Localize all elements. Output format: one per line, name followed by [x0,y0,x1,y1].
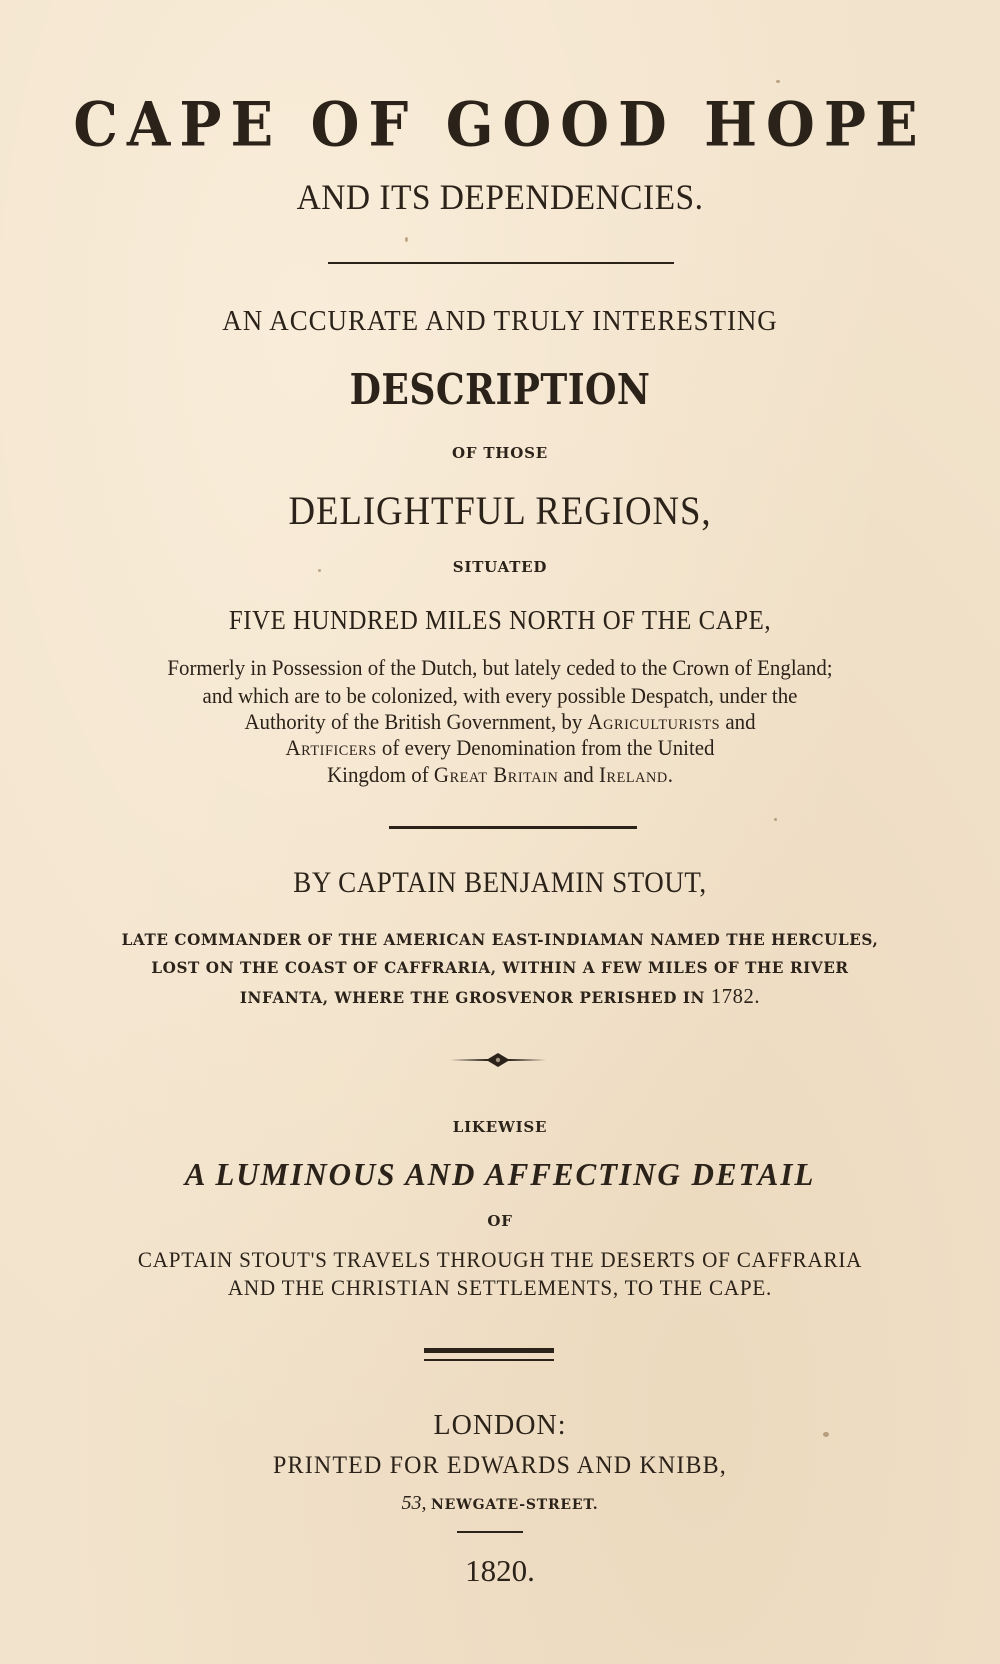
author-detail-text: INFANTA, WHERE THE GROSVENOR PERISHED IN [239,988,706,1007]
regions-heading: DELIGHTFUL REGIONS, [288,488,712,533]
body-text: and which are to be colonized, with every possible Despatch, under the [202,683,798,708]
of-those-label: OF THOSE [451,444,548,462]
paper-speck [776,80,780,83]
description-heading: DESCRIPTION [349,365,651,414]
main-title: CAPE OF GOOD HOPE [73,89,927,161]
detail-heading: A LUMINOUS AND AFFECTING DETAIL [184,1156,816,1192]
divider-rule-2 [389,826,637,829]
imprint-year: 1820. [465,1553,535,1588]
wreck-year: 1782. [710,984,761,1008]
body-text: Formerly in Possession of the Dutch, but lately ceded to the Crown of England; [167,655,833,680]
author-detail-line: LATE COMMANDER OF THE AMERICAN EAST-INDIAMAN NAMED THE HERCULES, [121,930,879,949]
description-line [25,683,975,709]
description-line [25,709,975,735]
intro-line: AN ACCURATE AND TRULY INTERESTING [222,305,778,337]
author-detail-line-last [10,984,990,1009]
address-street: NEWGATE-STREET. [431,1497,599,1513]
author-detail-line: LOST ON THE COAST OF CAFFRARIA, WITHIN A FEW MILES OF THE RIVER [151,958,849,977]
address-number: 53, [401,1492,427,1514]
body-text: of every Denomination from the United [376,735,715,760]
small-caps-text: Great Britain [433,762,559,787]
description-line [25,655,975,681]
location-line: FIVE HUNDRED MILES NORTH OF THE CAPE, [228,605,772,635]
double-rule-top [424,1348,554,1353]
divider-rule-1 [328,262,674,264]
small-caps-text: Artificers [285,735,377,760]
body-text: and [558,762,599,787]
travels-line: CAPTAIN STOUT'S TRAVELS THROUGH THE DESERTS OF CAFFRARIA [137,1247,863,1272]
small-caps-text: Ireland [598,762,668,787]
small-caps-text: Agriculturists [587,709,721,734]
author-line: BY CAPTAIN BENJAMIN STOUT, [293,866,707,899]
imprint-address [0,1492,1000,1515]
body-text: Kingdom of [327,762,434,787]
body-text: and [720,709,756,734]
ornament-icon [448,1051,548,1069]
imprint-printer: PRINTED FOR EDWARDS AND KNIBB, [273,1452,727,1479]
of-label: OF [487,1212,513,1230]
divider-rule-3 [457,1531,523,1533]
description-line [25,762,975,788]
travels-line: AND THE CHRISTIAN SETTLEMENTS, TO THE CAPE. [227,1275,773,1300]
main-subtitle: AND ITS DEPENDENCIES. [296,177,704,217]
paper-speck [774,818,777,821]
double-rule-bottom [424,1359,554,1361]
body-text: Authority of the British Government, by [244,709,588,734]
description-line [25,735,975,761]
body-text: . [667,762,673,787]
paper-speck [405,237,408,242]
situated-label: SITUATED [452,558,548,576]
likewise-label: LIKEWISE [452,1118,548,1136]
imprint-city: LONDON: [433,1410,567,1441]
